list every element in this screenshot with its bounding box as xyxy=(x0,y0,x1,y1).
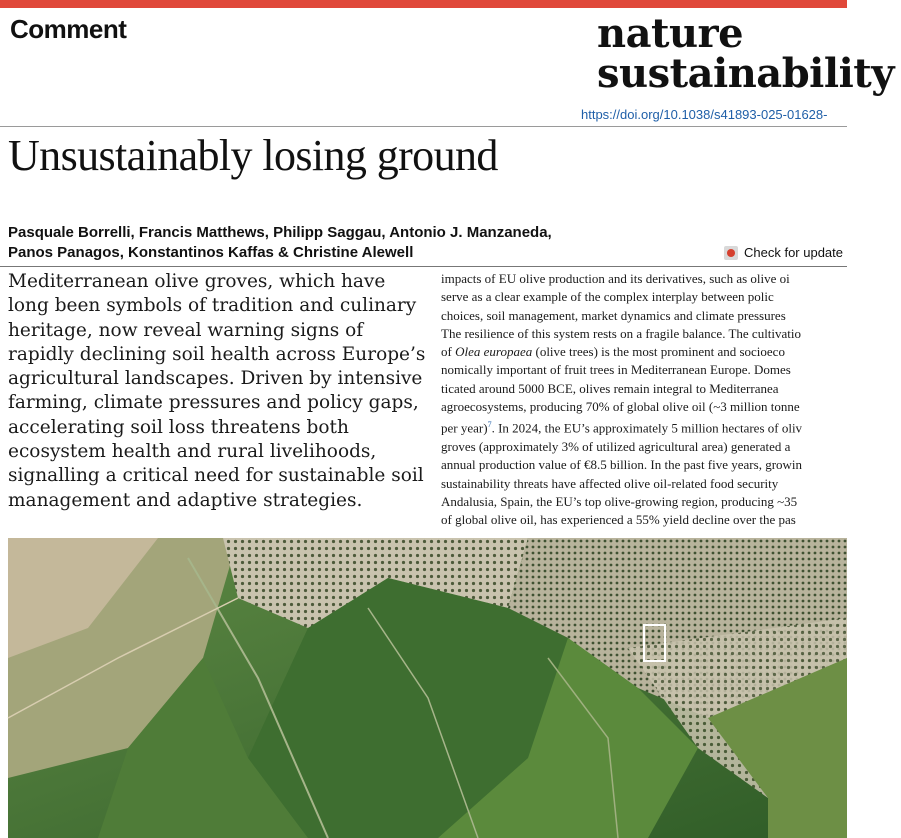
body-line: nomically important of fruit trees in Mediterranean Europe. Domes xyxy=(441,362,791,378)
aerial-photo xyxy=(8,538,847,838)
body-line: agroecosystems, producing 70% of global olive oil (~3 million tonne xyxy=(441,399,800,415)
crossmark-icon xyxy=(724,246,738,260)
species-name: Olea europaea xyxy=(455,344,533,360)
body-text: . In 2024, the EU’s approximately 5 million hectares of oliv xyxy=(491,420,803,436)
body-line: choices, soil management, market dynamics and climate pressures xyxy=(441,307,786,323)
body-line: groves (approximately 3% of utilized agricultural area) generated a xyxy=(441,439,791,454)
standfirst: Mediterranean olive groves, which have long been symbols of tradition and culinary heritage, now reveal warning signs of rapidly declining soil health across Europe’s agricultural landscapes. Driven by intensive farming, climate pressures and policy gaps, accelerating soil loss threatens both ecosystem health and rural livelihoods, signalling a critical need for sustainable soil management and adaptive strategies. xyxy=(8,271,426,511)
author-line-1: Pasquale Borrelli, Francis Matthews, Philipp Saggau, Antonio J. Manzaneda, xyxy=(8,224,552,241)
section-label: Comment xyxy=(10,14,127,44)
body-text-column xyxy=(441,270,901,529)
body-line: of global olive oil, has experienced a 55% yield decline over the pas xyxy=(441,512,796,528)
check-for-updates-label: Check for update xyxy=(744,245,844,260)
header-divider xyxy=(0,126,847,127)
body-line: Andalusia, Spain, the EU’s top olive-growing region, producing ~35 xyxy=(441,493,798,509)
article-title: Unsustainably losing ground xyxy=(8,131,498,180)
body-line: sustainability threats have affected olive oil-related food security xyxy=(441,475,779,491)
reference-link[interactable]: 7 xyxy=(487,420,492,430)
journal-accent-bar xyxy=(0,0,847,8)
check-for-updates-button[interactable] xyxy=(724,245,843,260)
body-text: (olive trees) is the most prominent and socioeco xyxy=(532,344,785,360)
body-line: ticated around 5000 BCE, olives remain integral to Mediterranea xyxy=(441,380,779,396)
body-line: impacts of EU olive production and its derivatives, such as olive oi xyxy=(441,271,790,286)
journal-logo[interactable] xyxy=(597,10,894,97)
journal-logo-line2: sustainability xyxy=(597,50,894,97)
author-list xyxy=(8,223,648,263)
body-line: The resilience of this system rests on a fragile balance. The cultivatio xyxy=(441,325,802,341)
journal-logo-line1: nature xyxy=(597,10,744,57)
body-line xyxy=(441,343,901,361)
author-line-2: Panos Panagos, Konstantinos Kaffas & Christine Alewell xyxy=(8,244,414,261)
authors-divider xyxy=(0,266,847,267)
aerial-photo-figure xyxy=(8,538,847,838)
doi-link[interactable]: https://doi.org/10.1038/s41893-025-01628- xyxy=(581,107,828,122)
body-line: serve as a clear example of the complex interplay between polic xyxy=(441,289,774,305)
body-line xyxy=(441,416,901,438)
body-text: of xyxy=(441,344,456,360)
body-text: per year) xyxy=(441,420,488,436)
body-line: annual production value of €8.5 billion. In the past five years, growin xyxy=(441,457,803,473)
